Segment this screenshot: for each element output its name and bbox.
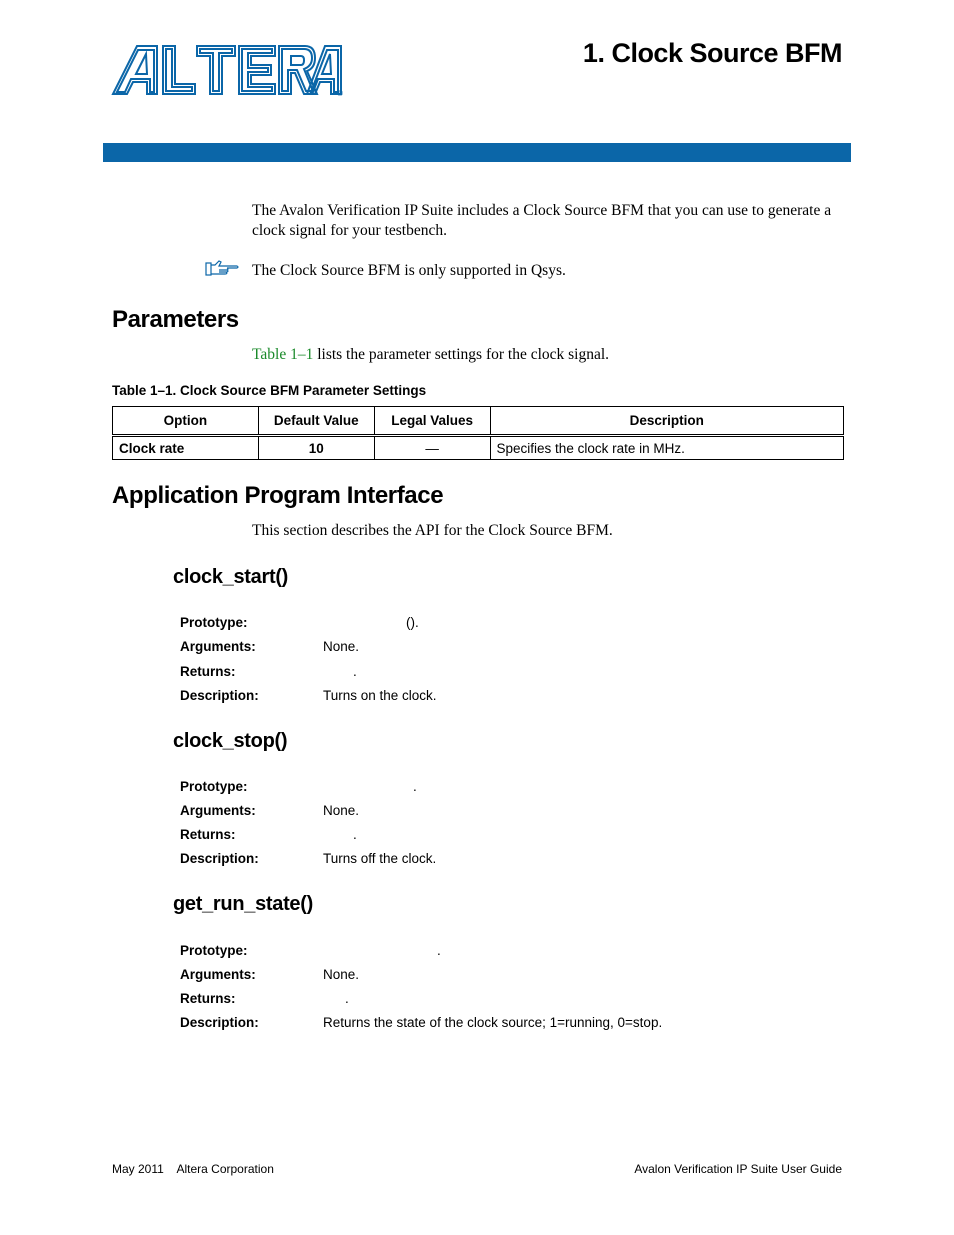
column-header-description: Description [490,407,843,436]
description-value: Turns off the clock. [323,851,437,866]
parameter-table [112,406,844,460]
table-row [113,436,844,460]
cell-description: Specifies the clock rate in MHz. [490,436,843,460]
cell-legal-values: — [374,436,490,460]
description-row [180,851,437,866]
arguments-label: Arguments: [180,803,256,818]
cell-option: Clock rate [113,436,259,460]
arguments-row [180,639,360,654]
description-value: Returns the state of the clock source; 1=running, 0=stop. [323,1015,663,1030]
altera-logo [111,44,347,105]
description-row [180,1015,663,1030]
description-row [180,688,437,703]
arguments-label: Arguments: [180,967,256,982]
description-value: Turns on the clock. [323,688,437,703]
description-label: Description: [180,851,259,866]
cell-default-value: 10 [258,436,374,460]
parameters-paragraph [252,345,609,365]
chapter-title: 1. Clock Source BFM [582,38,842,68]
pointing-hand-icon [205,259,241,284]
description-label: Description: [180,1015,259,1030]
intro-paragraph: The Avalon Verification IP Suite includes a Clock Source BFM that you can use to generate a clock signal for your testbench. [252,202,832,239]
function-heading: clock_start() [173,566,289,588]
function-heading: clock_stop() [173,730,288,752]
prototype-label: Prototype: [180,943,248,958]
prototype-label: Prototype: [180,779,248,794]
parameters-heading: Parameters [112,306,239,333]
returns-row [180,664,357,679]
returns-value: . [345,991,349,1006]
prototype-value: . [437,943,441,958]
parameters-paragraph-rest: lists the parameter settings for the clock signal. [313,346,610,363]
arguments-row [180,967,360,982]
arguments-value: None. [323,803,360,818]
api-heading: Application Program Interface [112,482,444,509]
note-text: The Clock Source BFM is only supported in Qsys. [252,262,566,279]
column-header-default-value: Default Value [258,407,374,436]
footer-right: Avalon Verification IP Suite User Guide [634,1162,842,1176]
prototype-label: Prototype: [180,615,248,630]
returns-row [180,827,357,842]
table-header-row [113,407,844,436]
prototype-row [180,943,441,958]
api-paragraph: This section describes the API for the Clock Source BFM. [252,522,613,539]
function-heading: get_run_state() [173,893,313,915]
svg-text:®: ® [337,89,343,98]
prototype-value: (). [406,615,419,630]
table-caption: Table 1–1. Clock Source BFM Parameter Settings [112,383,427,398]
returns-label: Returns: [180,664,236,679]
returns-row [180,991,349,1006]
returns-value: . [353,664,357,679]
arguments-value: None. [323,639,360,654]
column-header-legal-values: Legal Values [374,407,490,436]
prototype-row [180,779,417,794]
arguments-label: Arguments: [180,639,256,654]
description-label: Description: [180,688,259,703]
footer-left: May 2011 Altera Corporation [112,1162,274,1176]
column-header-option: Option [113,407,259,436]
prototype-value: . [413,779,417,794]
arguments-value: None. [323,967,360,982]
returns-label: Returns: [180,991,236,1006]
arguments-row [180,803,360,818]
table-link[interactable]: Table 1–1 [252,346,314,363]
header-rule [103,143,851,162]
prototype-row [180,615,419,630]
returns-label: Returns: [180,827,236,842]
returns-value: . [353,827,357,842]
